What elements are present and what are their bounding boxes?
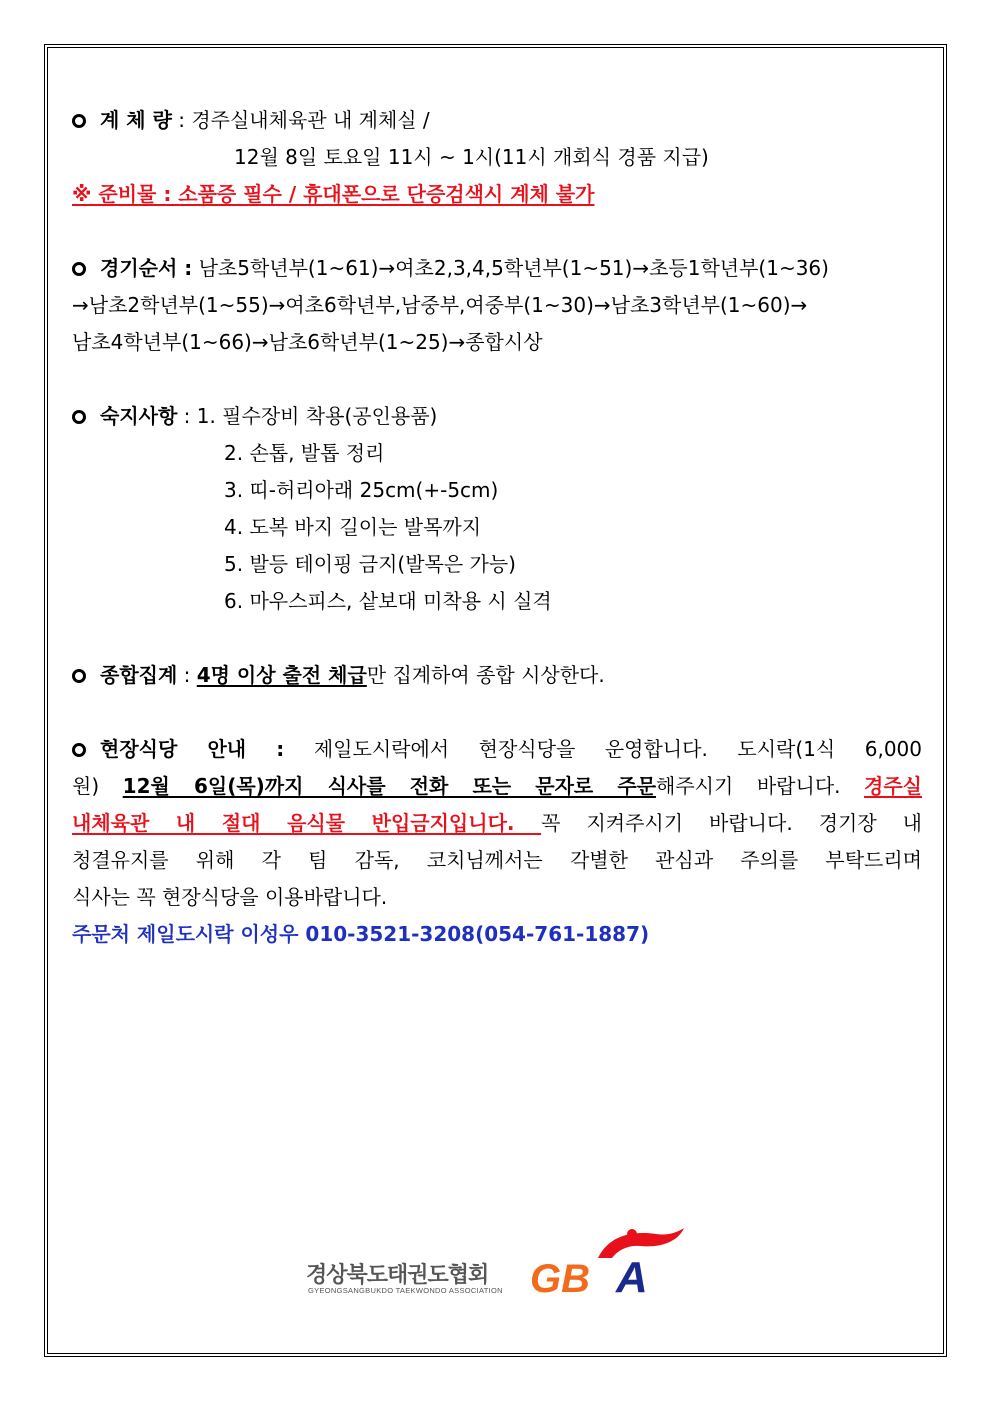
rules-line-2 <box>72 435 922 472</box>
association-footer <box>300 1228 700 1308</box>
cafeteria-text-2a: 원) <box>72 774 123 798</box>
rules-line-4 <box>72 509 922 546</box>
rules-line-6 <box>72 583 922 620</box>
weigh-in-line-1: 계 체 량 : 경주실내체육관 내 계체실 / <box>72 102 922 139</box>
weigh-in-line-2 <box>72 139 922 176</box>
rule-item: 5. 발등 테이핑 금지(발목은 가능) <box>224 552 516 576</box>
cafeteria-line-2 <box>72 768 922 805</box>
weigh-in-notice-line <box>72 176 922 213</box>
cafeteria-order-deadline: 12월 6일(목)까지 식사를 전화 또는 문자로 주문 <box>122 774 657 798</box>
association-name: 경상북도태권도협회 <box>306 1263 489 1288</box>
cafeteria-text-2c: 해주시기 바랍니다. <box>656 774 865 798</box>
cafeteria-text-5: 식사는 꼭 현장식당을 이용바랍니다. <box>72 885 388 909</box>
rules-line-3 <box>72 472 922 509</box>
document-body <box>72 102 922 953</box>
cafeteria-line-3 <box>72 805 922 842</box>
order-line-1 <box>72 250 922 287</box>
circle-bullet-icon <box>72 114 86 128</box>
rule-item: 6. 마우스피스, 샅보대 미착용 시 실격 <box>224 589 552 613</box>
cafeteria-line-5 <box>72 879 922 916</box>
rule-item: 1. 필수장비 착용(공인용품) <box>196 404 438 428</box>
cafeteria-contact: 주문처 제일도시락 이성우 010-3521-3208(054-761-1887) <box>72 922 650 946</box>
order-line-2 <box>72 287 922 324</box>
cafeteria-text-3b: 꼭 지켜주시기 바랍니다. 경기장 내 <box>541 811 922 835</box>
gbta-logo-icon <box>528 1228 688 1300</box>
total-rest: 만 집계하여 종합 시상한다. <box>366 663 605 687</box>
cafeteria-line-1 <box>72 731 922 768</box>
rule-item: 3. 띠-허리아래 25cm(+-5cm) <box>224 478 499 502</box>
weigh-in-notice: ※ 준비물 : 소품증 필수 / 휴대폰으로 단증검색시 계체 불가 <box>72 182 595 206</box>
order-text-1: 남초5학년부(1~61)→여초2,3,4,5학년부(1~51)→초등1학년부(1~36) <box>198 256 829 280</box>
rule-item: 2. 손톱, 발톱 정리 <box>224 441 385 465</box>
circle-bullet-icon <box>72 669 86 683</box>
svg-text:GB: GB <box>530 1257 590 1300</box>
association-name-english: GYEONGSANGBUKDO TAEKWONDO ASSOCIATION <box>308 1286 503 1295</box>
total-line: 종합집계 : 4명 이상 출전 체급만 집계하여 종합 시상한다. <box>72 657 922 694</box>
order-line-3 <box>72 324 922 361</box>
cafeteria-text-4: 청결유지를 위해 각 팀 감독, 코치님께서는 각별한 관심과 주의를 부탁드리며 <box>72 848 922 872</box>
svg-text:A: A <box>616 1253 648 1300</box>
cafeteria-line-4 <box>72 842 922 879</box>
order-text-3: 남초4학년부(1~66)→남초6학년부(1~25)→종합시상 <box>72 330 543 354</box>
order-heading: 경기순서 : <box>100 256 193 280</box>
weigh-in-heading: 계 체 량 <box>100 108 172 132</box>
circle-bullet-icon <box>72 743 86 757</box>
cafeteria-ban-notice-2: 내체육관 내 절대 음식물 반입금지입니다. <box>72 811 542 835</box>
rule-item: 4. 도복 바지 길이는 발목까지 <box>224 515 482 539</box>
circle-bullet-icon <box>72 410 86 424</box>
rules-heading: 숙지사항 <box>100 404 178 428</box>
order-text-2: →남초2학년부(1~55)→여초6학년부,남중부,여중부(1~30)→남초3학년부(1~60)→ <box>72 293 808 317</box>
cafeteria-ban-notice-1: 경주실 <box>864 774 923 798</box>
cafeteria-heading: 현장식당 안내 : <box>100 737 285 761</box>
weigh-in-time: 12월 8일 토요일 11시 ~ 1시(11시 개회식 경품 지급) <box>234 145 709 169</box>
cafeteria-contact-line <box>72 916 922 953</box>
rules-line-1: 숙지사항 : 1. 필수장비 착용(공인용품) <box>72 398 922 435</box>
total-emphasis: 4명 이상 출전 체급 <box>196 663 367 687</box>
cafeteria-text-1: 제일도시락에서 현장식당을 운영합니다. 도시락(1식 6,000 <box>313 737 923 761</box>
weigh-in-location: 경주실내체육관 내 계체실 / <box>191 108 430 132</box>
circle-bullet-icon <box>72 262 86 276</box>
rules-line-5 <box>72 546 922 583</box>
total-heading: 종합집계 <box>100 663 178 687</box>
